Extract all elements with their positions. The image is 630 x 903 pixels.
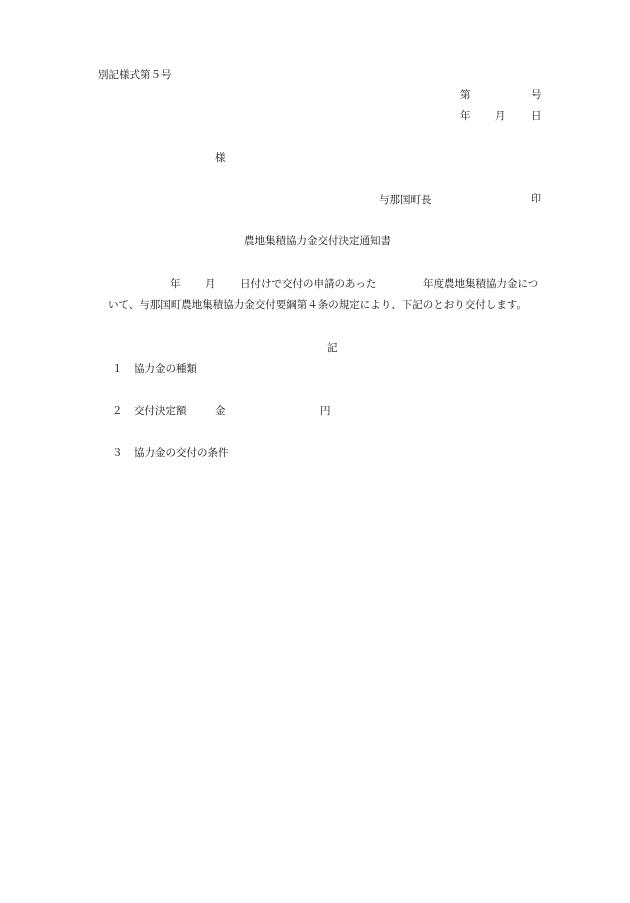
date-year: 年 — [460, 110, 471, 122]
ki-heading: 記 — [327, 342, 338, 354]
body-text-b: 年度農地集積協力金につ — [423, 278, 539, 290]
item-3-label: 協力金の交付の条件 — [134, 447, 229, 459]
addressee-suffix: 様 — [215, 152, 226, 164]
issuer-seal: 印 — [531, 194, 541, 205]
body-line-2: いて、与那国町農地集積協力金交付要綱第４条の規定により、下記のとおり交付します。 — [108, 299, 527, 311]
item-2-label: 交付決定額 — [134, 405, 187, 417]
ref-number-suffix: 号 — [531, 89, 542, 101]
body-year: 年 — [170, 278, 181, 290]
item-1-number: １ — [112, 363, 123, 375]
item-3-number: ３ — [112, 447, 123, 459]
document-title: 農地集積協力金交付決定通知書 — [244, 235, 391, 247]
form-number: 別記様式第５号 — [98, 69, 172, 81]
item-1-label: 協力金の種類 — [134, 363, 197, 375]
date-month: 月 — [495, 110, 506, 122]
item-2-prefix: 金 — [215, 405, 226, 417]
item-2-unit: 円 — [320, 405, 331, 417]
item-2-number: ２ — [112, 405, 123, 417]
body-text-a: 日付けで交付の申請のあった — [240, 278, 377, 290]
body-month: 月 — [205, 278, 216, 290]
date-day: 日 — [531, 110, 542, 122]
ref-number-prefix: 第 — [460, 89, 471, 101]
issuer-title: 与那国町長 — [379, 194, 432, 206]
